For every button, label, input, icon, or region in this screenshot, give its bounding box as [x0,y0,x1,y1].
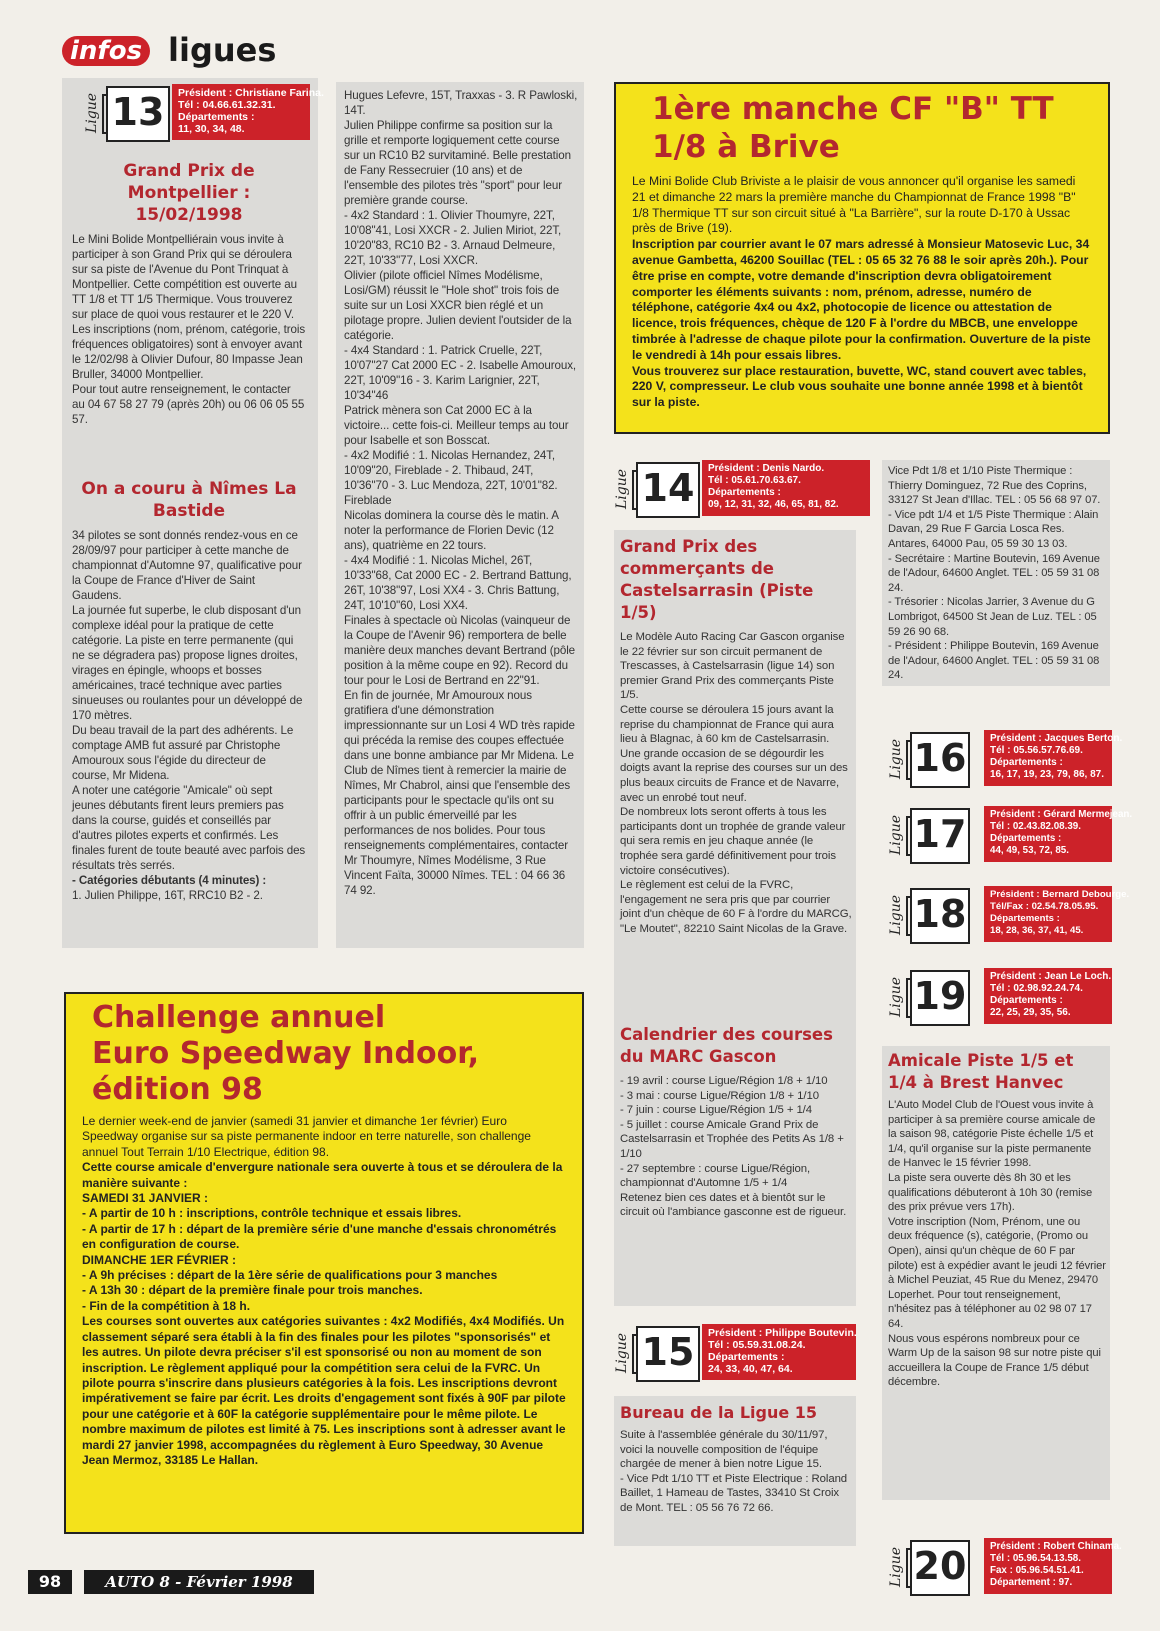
telephone: Tél : 05.56.57.76.69. [990,745,1083,756]
ligue-info [984,730,1123,786]
ligue-18-box [888,886,1130,944]
article-body [72,528,306,903]
ligue-16-box [888,730,1123,788]
president: Président : Robert Chinama. [990,1541,1122,1552]
paragraph: - 4x4 Modifié : 1. Nicolas Michel, 26T, 10'33"68, Cat 2000 EC - 2. Bertrand Battung, 26T, 10'38"97, Losi XX4 - 3. Chris Battung, 24T, 10'10"60, Losi XX4. [344,554,572,612]
ligue-14-box [614,460,894,518]
president: Président : Christiane Farina. [178,87,324,99]
footer [28,1566,588,1598]
article-title [82,1000,566,1108]
president: Président : Jacques Berton. [990,733,1123,744]
departements-label: Départements : [708,487,781,498]
list-item: - A 13h 30 : départ de la première finale pour trois manches. [82,1283,423,1298]
ligue-number: 18 [910,888,970,944]
ligue-label: Ligue [888,1546,904,1588]
list-item: - 3 mai : course Ligue/Région 1/8 + 1/10 [620,1089,819,1102]
paragraph: En fin de journée, Mr Amouroux nous gratifiera d'une démonstration impressionnante sur un Losi 4 WD très rapide qui précéda la remise des coupes effectuée dans une bonne ambiance par Mr Midena. Le Club de Nîmes tient à remercier la mairie de Nîmes, Mr Chabrol, ainsi que l'ensemble des participants pour le spectacle qu'ils ont su offrir à un public émerveillé par les performances de nos bolides. Pour tous renseignements complémentaires, contacter Mr Thoumyre, Nîmes Modélisme, 3 Rue Vincent Faïta, 30000 Nîmes. TEL : 04 66 36 74 92. [344,689,575,897]
paragraph: Le Mini Bolide Club Briviste a le plaisir de vous annoncer qu'il organise les samedi 21 et dimanche 22 mars la première manche du Championnat de France 1998 "B" 1/8 Thermique TT sur son circuit situé à "La Barrière", sur la route D-170 à Ussac près de Brive (19). [632,174,1076,236]
ligue-19-box [888,968,1118,1026]
article-title: Grand Prix de Montpellier : 15/02/1998 [123,161,255,225]
subheading: DIMANCHE 1ER FÉVRIER : [82,1252,237,1267]
list-item: - 7 juin : course Ligue/Région 1/5 + 1/4 [620,1104,812,1117]
departement: Département : 97. [990,1577,1073,1588]
ligue-label: Ligue [888,814,904,856]
ligue-info [984,886,1130,942]
departements-label: Départements : [990,913,1060,924]
paragraph: 1. Julien Philippe, 16T, RRC10 B2 - 2. [72,889,263,902]
article-body [888,1098,1106,1390]
title-line: Challenge annuel [92,1000,386,1035]
paragraph: Le dernier week-end de janvier (samedi 31 janvier et dimanche 1er février) Euro Speedway organise sur sa piste permanente indoor en terre naturelle, son challenge annuel Tout Terrain 1/10 Electrique, édition 98. [82,1114,531,1159]
paragraph: Vous trouverez sur place restauration, buvette, WC, stand couvert avec tables, 220 V, compresseur. Le club vous souhaite une bonne année 1998 et à bientôt sur la piste. [632,363,1087,410]
paragraph: Vice Pdt 1/8 et 1/10 Piste Thermique : Thierry Dominguez, 72 Rue des Coprins, 33127 St Jean d'Illac. TEL : 05 56 68 97 07. [888,465,1101,507]
paragraph: Hugues Lefevre, 15T, Traxxas - 3. R Pawloski, 14T. [344,89,578,117]
ligue-label: Ligue [84,92,100,134]
departements: 18, 28, 36, 37, 41, 45. [990,925,1084,936]
ligue-number: 13 [106,86,170,142]
paragraph: Les inscriptions (nom, prénom, catégorie, trois fréquences obligatoires) sont à envoyer avant le 12/02/98 à Olivier Dufour, 80 Impasse Jean Bruller, 34000 Montpellier. [72,323,306,381]
article-calendrier [620,1024,852,1220]
title-line: 1/8 à Brive [652,129,840,165]
departements: 24, 33, 40, 47, 64. [708,1363,793,1375]
ligue-number: 19 [910,970,970,1026]
departements-label: Départements : [990,757,1063,768]
article-body [72,232,306,427]
paragraph: Julien Philippe confirme sa position sur la grille et remporte logiquement cette course sur un RC10 B2 survitaminé. Belle prestation de Fany Ressecruier (10 ans) et de l'ensemble des pilotes très "sport" pour leur première grande course. [344,119,571,207]
departements: 22, 25, 29, 35, 56. [990,1007,1071,1018]
article-body [82,1114,566,1468]
ligue-info [984,968,1112,1024]
paragraph: 34 pilotes se sont donnés rendez-vous en ce 28/09/97 pour participer à cette manche de championnat d'Automne 97, qualificative pour la Coupe de France d'Hiver de Saint Gaudens. [72,529,302,602]
paragraph: La journée fut superbe, le club disposant d'un complexe idéal pour la pratique de cette catégorie. La piste en terre permanente (qui ne se dégradera pas) propose lignes droites, virages en épingle, whoops et bosses américaines, tracé technique avec parties sinueuses ou roulantes pour un développé de 170 mètres. [72,604,303,722]
paragraph: Olivier (pilote officiel Nîmes Modélisme, Losi/GM) réussit le "Hole shot" trois fois de suite sur un Losi XXCR bien réglé et un pilotage propre. Julien devient l'outsider de la catégorie. [344,269,572,342]
article-nimes-continued [344,88,578,898]
paragraph: Suite à l'assemblée générale du 30/11/97, voici la nouvelle composition de l'équipe chargée de mener à bien notre Ligue 15. [620,1429,828,1471]
paragraph: - Président : Philippe Boutevin, 169 Avenue de l'Adour, 64600 Anglet. TEL : 05 59 31 08 24. [888,640,1100,682]
magazine-issue: AUTO 8 - Février 1998 [84,1570,314,1594]
article-title [632,90,1092,166]
paragraph: - Trésorier : Nicolas Jarrier, 3 Avenue du G Lombrigot, 64500 St Jean de Luz. TEL : 05 59 26 90 68. [888,596,1097,638]
paragraph: Retenez bien ces dates et à bientôt sur le circuit où l'ambiance gasconne est de rigueur. [620,1191,847,1219]
paragraph: - Secrétaire : Martine Boutevin, 169 Avenue de l'Adour, 64600 Anglet. TEL : 05 59 31 08 24. [888,552,1100,594]
paragraph: - Vice pdt 1/4 et 1/5 Piste Thermique : Alain Davan, 29 Rue F Garcia Losca Res. Antares, 64000 Pau, 05 59 30 13 03. [888,508,1099,550]
paragraph: L'Auto Model Club de l'Ouest vous invite à participer à sa première course amicale de la saison 98, catégorie Piste échelle 1/5 et 1/4, qu'il organise sur la piste permanente de Hanvec le 15 février 1998. [888,1099,1096,1170]
article-nimes [72,478,306,903]
title-line: Euro Speedway Indoor, [92,1036,479,1071]
article-body [632,174,1092,411]
list-item: - Fin de la compétition à 18 h. [82,1298,251,1313]
article-body [620,1074,852,1220]
list-item: - 5 juillet : course Amicale Grand Prix de Castelsarrasin et Trophée des Petits As 1/8 + 1/10 [620,1118,844,1160]
ligue-label: Ligue [614,1332,630,1374]
page-number: 98 [28,1570,72,1594]
paragraph: - 4x2 Standard : 1. Olivier Thoumyre, 22T, 10'08"41, Losi XXCR - 2. Julien Miriot, 22T, 10'20"83, RC10 B2 - 3. Arnaud Delmeure, 22T, 10'33"77, Losi XXCR. [344,209,562,267]
telephone: Tél : 05.59.31.08.24. [708,1339,806,1351]
paragraph: Patrick mènera son Cat 2000 EC à la victoire... cette fois-ci. Meilleur temps au tour pour Isabelle et son Bosscat. [344,404,569,447]
telephone: Tél : 05.96.54.13.58. [990,1553,1081,1564]
article-body [620,1428,852,1516]
ligue-label: Ligue [888,894,904,936]
list-item: - 19 avril : course Ligue/Région 1/8 + 1/10 [620,1075,828,1087]
paragraph: Le Modèle Auto Racing Car Gascon organise le 22 février sur son circuit permanent de Trescasses, à Castelsarrasin (ligue 14) son premier Grand Prix des commerçants Piste 1/5. [620,631,845,702]
paragraph: Inscription par courrier avant le 07 mars adressé à Monsieur Matosevic Luc, 34 avenue Gambetta, 46200 Souillac (TEL : 05 65 32 76 88 le soir après 20h.). Pour être prise en compte, votre demande d'inscription devra obligatoirement comporter les éléments suivants : nom, prénom, adresse, numéro de téléphone, catégorie 4x4 ou 4x2, photocopie de licence ou attestation de licence, trois fréquences, chèque de 120 F à l'ordre du MBCB, une enveloppe timbrée à l'adresse de chaque pilote pour la confirmation. Ouverture de la piste le vendredi à 14h pour essais libres. [632,237,1091,362]
article-title: On a couru à Nîmes La Bastide [81,479,297,521]
departements: 44, 49, 53, 72, 85. [990,845,1069,856]
ligue-label: Ligue [614,468,630,510]
article-montpellier [72,160,306,427]
title-line: édition 98 [92,1072,263,1107]
departements-label: Départements : [708,1351,785,1363]
paragraph: Cette course se déroulera 15 jours avant la reprise du championnat de France qui aura lieu à Blagnac, à 60 km de Castelsarrasin. Une grande occasion de se dégourdir les doigts avant la reprise des courses sur un des plus beaux circuits de France et de Navarre, avec un enrobé tout neuf. [620,703,848,804]
list-item: - A partir de 10 h : inscriptions, contrôle technique et essais libres. [82,1206,462,1221]
paragraph: - 4x4 Standard : 1. Patrick Cruelle, 22T, 10'07"27 Cat 2000 EC - 2. Isabelle Amouroux, 22T, 10'09"16 - 3. Karim Larignier, 22T, 10'34"46 [344,344,577,402]
ligue-number: 14 [636,462,700,518]
telephone: Tél : 02.43.82.08.39. [990,821,1081,832]
list-item: - A partir de 17 h : départ de la première série d'une manche d'essais chronométrés en configuration de course. [82,1221,557,1252]
telephone: Tél/Fax : 02.54.78.05.95. [990,901,1099,912]
ligue-number: 20 [910,1540,970,1596]
ligue-number: 16 [910,732,970,788]
departements-label: Départements : [178,111,255,123]
departements: 09, 12, 31, 32, 46, 65, 81, 82. [708,499,839,510]
departements: 11, 30, 34, 48. [178,123,245,135]
article-brest [888,1050,1106,1390]
article-title: Calendrier des courses du MARC Gascon [620,1025,833,1066]
article-bureau-15-continued [888,464,1106,683]
article-title: Bureau de la Ligue 15 [620,1403,818,1422]
paragraph: Finales à spectacle où Nicolas (vainqueur de la Coupe de l'Avenir 96) remportera de belle manière deux manches devant Bertrand (pôle position à la même coupe en 92). Record du tour pour le Losi de Bertrand en 22"91. [344,614,576,687]
president: Président : Gérard Mermejean. [990,809,1133,820]
departements-label: Départements : [990,833,1062,844]
ligue-info [172,84,324,140]
title-line: 1ère manche CF "B" TT [652,91,1054,127]
ligue-number: 17 [910,808,970,864]
president: Président : Bernard Debourge. [990,889,1130,900]
telephone: Tél : 04.66.61.32.31. [178,99,276,111]
paragraph: Votre inscription (Nom, Prénom, une ou deux fréquence (s), catégorie, (Promo ou Open), ainsi qu'un chèque de 60 F par pilote) est à expédier avant le jeudi 12 février à Michel Peuziat, 45 Rue du Menez, 29470 Loperhet. Pour tout renseignement, n'hésitez pas à téléphoner au 02 98 07 17 64. [888,1215,1106,1330]
brand-ligues: ligues [168,31,277,69]
president: Président : Jean Le Loch. [990,971,1112,982]
paragraph: Du beau travail de la part des adhérents. Le comptage AMB fut assuré par Christophe Amouroux sous l'égide du directeur de course, Mr Midena. [72,724,294,782]
subheading: SAMEDI 31 JANVIER : [82,1191,209,1206]
ligue-info [984,806,1133,862]
ligue-15-box [614,1324,874,1382]
ligue-label: Ligue [888,738,904,780]
ligue-label: Ligue [888,976,904,1018]
article-title: Grand Prix des commerçants de Castelsarrasin (Piste 1/5) [620,537,814,622]
ligue-info [702,460,870,516]
paragraph: Les courses sont ouvertes aux catégories suivantes : 4x2 Modifiés, 4x4 Modifiés. Un classement séparé sera établi à la fin des finales pour les pilotes "sponsorisés" et les autres. Un pilote devra préciser s'il est sponsorisé ou non au moment de son inscription. Le règlement appliqué pour la compétition sera celui de la FVRC. Un pilote pourra s'inscrire dans plusieurs catégories à la fois. Les inscriptions devront impérativement se faire par écrit. Les droits d'engagement sont fixés à 90F par pilote pour une catégorie et à 60F la catégorie supplémentaire pour le même pilote. Le nombre maximum de pilotes est limité à 75. Les inscriptions sont à adresser avant le mardi 27 janvier 1998, accompagnées du règlement à Euro Speedway, 30 Avenue Jean Mermoz, 33185 Le Hallan. [82,1314,566,1467]
category-label: - Catégories débutants (4 minutes) : [72,874,267,887]
article-bureau-15 [620,1402,852,1516]
ligue-20-box [888,1538,1122,1596]
fax: Fax : 05.96.54.51.41. [990,1565,1084,1576]
president: Président : Denis Nardo. [708,463,825,474]
paragraph: Cette course amicale d'envergure nationale sera ouverte à tous et se déroulera de la manière suivante : [82,1160,563,1190]
ligue-info [702,1324,856,1380]
paragraph: La piste sera ouverte dès 8h 30 et les qualifications débuteront à 10h 30 (remise des prix prévue vers 17h). [888,1171,1093,1214]
departements-label: Départements : [990,995,1063,1006]
section-header [62,30,322,76]
ligue-number: 15 [636,1326,700,1382]
article-challenge-box [64,992,584,1534]
list-item: - 27 septembre : course Ligue/Région, championnat d'Automne 1/5 + 1/4 [620,1162,811,1190]
paragraph: Le règlement est celui de la FVRC, l'engagement ne sera pris que par courrier joint d'un chèque de 60 F à l'ordre du MARCG, "Le Moutet", 82210 Saint Nicolas de la Grave. [620,879,852,935]
article-title: Amicale Piste 1/5 et 1/4 à Brest Hanvec [888,1051,1074,1092]
telephone: Tél : 02.98.92.24.74. [990,983,1083,994]
paragraph: Nicolas dominera la course dès le matin. A noter la performance de Florien Devic (12 ans), quatrième en 22 tours. [344,509,559,552]
article-body [620,630,852,936]
paragraph: De nombreux lots seront offerts à tous les participants dont un trophée de grande valeur qui sera remis en jeu chaque année (le trophée sera gardé définitivement pour trois victoire consécutives). [620,806,846,877]
brand-infos: infos [62,36,150,66]
paragraph: A noter une catégorie "Amicale" où sept jeunes débutants firent leurs premiers pas dans la course, guidés et conseillés par d'autres pilotes experts et confirmés. Les finales furent de toute beauté avec parfois des résultats très serrés. [72,784,306,872]
telephone: Tél : 05.61.70.63.67. [708,475,801,486]
paragraph: Le Mini Bolide Montpelliérain vous invite à participer à son Grand Prix qui se déroulera sur sa piste de l'Avenue du Pont Trinquat à Montpellier. Cette compétition est ouverte au TT 1/8 et TT 1/5 Thermique. Vous trouverez sur place de quoi vous restaurer et le 220 V. [72,233,297,321]
paragraph: Pour tout autre renseignement, le contacter au 04 67 58 27 79 (après 20h) ou 06 06 05 55 57. [72,383,305,426]
paragraph: - Vice Pdt 1/10 TT et Piste Electrique : Roland Baillet, 1 Hameau de Tastes, 33410 St Croix de Mont. TEL : 05 56 76 72 66. [620,1472,848,1514]
paragraph: - 4x2 Modifié : 1. Nicolas Hernandez, 24T, 10'09"20, Fireblade - 2. Thibaud, 24T, 10'36"70 - 3. Luc Mendoza, 22T, 10'01"82. Fireblade [344,449,558,507]
article-castelsarrasin [620,536,852,936]
paragraph: Nous vous espérons nombreux pour ce Warm Up de la saison 98 sur notre piste qui accueillera la Coupe de France 1/5 début décembre. [888,1332,1101,1389]
departements: 16, 17, 19, 23, 79, 86, 87. [990,769,1104,780]
list-item: - A 9h précises : départ de la 1ère série de qualifications pour 3 manches [82,1268,498,1283]
president: Président : Philippe Boutevin. [708,1327,857,1339]
article-brive-box [614,82,1110,434]
ligue-17-box [888,806,1133,864]
ligue-info [984,1538,1122,1594]
